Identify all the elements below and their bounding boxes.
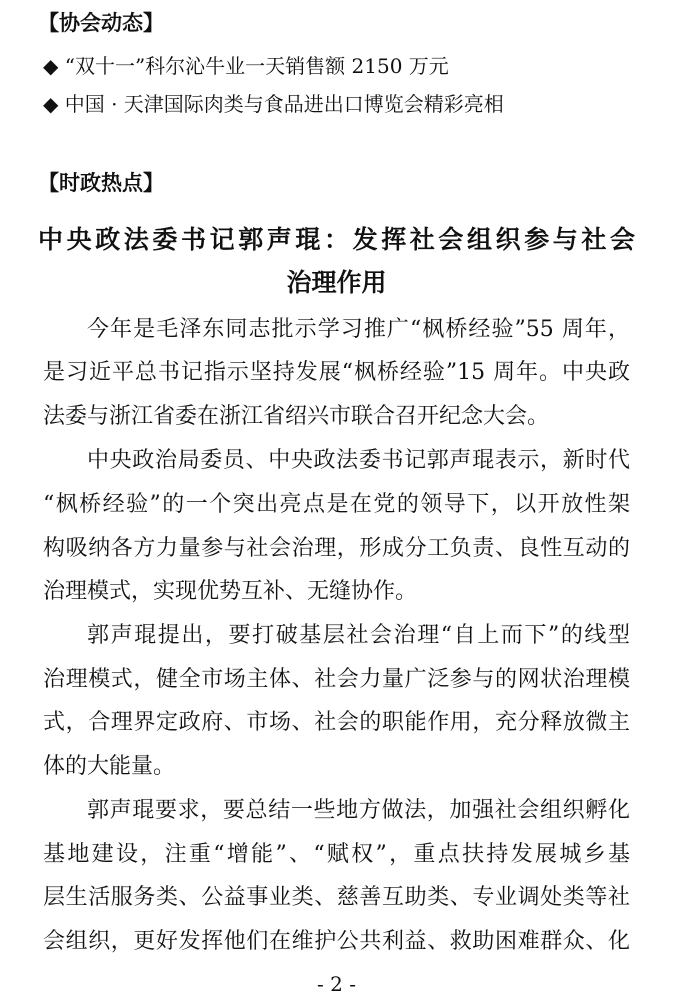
paragraph-line: 郭声琨要求，要总结一些地方做法，加强社会组织孵化 — [87, 798, 630, 823]
paragraph-line: 法委与浙江省委在浙江省绍兴市联合召开纪念大会。 — [43, 404, 550, 429]
paragraph-line: 式，合理界定政府、市场、社会的职能作用，充分释放微主 — [43, 710, 630, 735]
section-heading-current-affairs: 【时政热点】 — [38, 170, 164, 195]
news-bullet-item: ◆ 中国 · 天津国际肉类与食品进出口博览会精彩亮相 — [43, 92, 504, 116]
paragraph-line: 构吸纳各方力量参与社会治理，形成分工负责、良性互动的 — [43, 536, 630, 561]
paragraph-line: 郭声琨提出，要打破基层社会治理“自上而下”的线型 — [87, 623, 630, 648]
paragraph-line: 会组织，更好发挥他们在维护公共利益、救助困难群众、化 — [43, 929, 630, 954]
paragraph-line: 层生活服务类、公益事业类、慈善互助类、专业调处类等社 — [43, 885, 630, 910]
paragraph-line: 体的大能量。 — [43, 754, 176, 779]
paragraph-line: “枫桥经验”的一个突出亮点是在党的领导下，以开放性架 — [43, 492, 630, 517]
paragraph-line: 基地建设，注重“增能”、“赋权”，重点扶持发展城乡基 — [43, 842, 630, 867]
paragraph-line: 中央政治局委员、中央政法委书记郭声琨表示，新时代 — [87, 448, 630, 473]
article-title: 治理作用 — [286, 268, 387, 297]
section-heading-association-news: 【协会动态】 — [38, 10, 164, 35]
paragraph-line: 治理模式，健全市场主体、社会力量广泛参与的网状治理模 — [43, 667, 630, 692]
paragraph-line: 今年是毛泽东同志批示学习推广“枫桥经验”55 周年， — [87, 317, 630, 342]
page-number: - 2 - — [317, 972, 356, 996]
paragraph-line: 治理模式，实现优势互补、无缝协作。 — [43, 579, 418, 604]
news-bullet-item: ◆ “双十一”科尔沁牛业一天销售额 2150 万元 — [43, 54, 449, 78]
article-title: 中央政法委书记郭声琨：发挥社会组织参与社会 — [38, 225, 635, 254]
paragraph-line: 是习近平总书记指示坚持发展“枫桥经验”15 周年。中央政 — [43, 360, 630, 385]
